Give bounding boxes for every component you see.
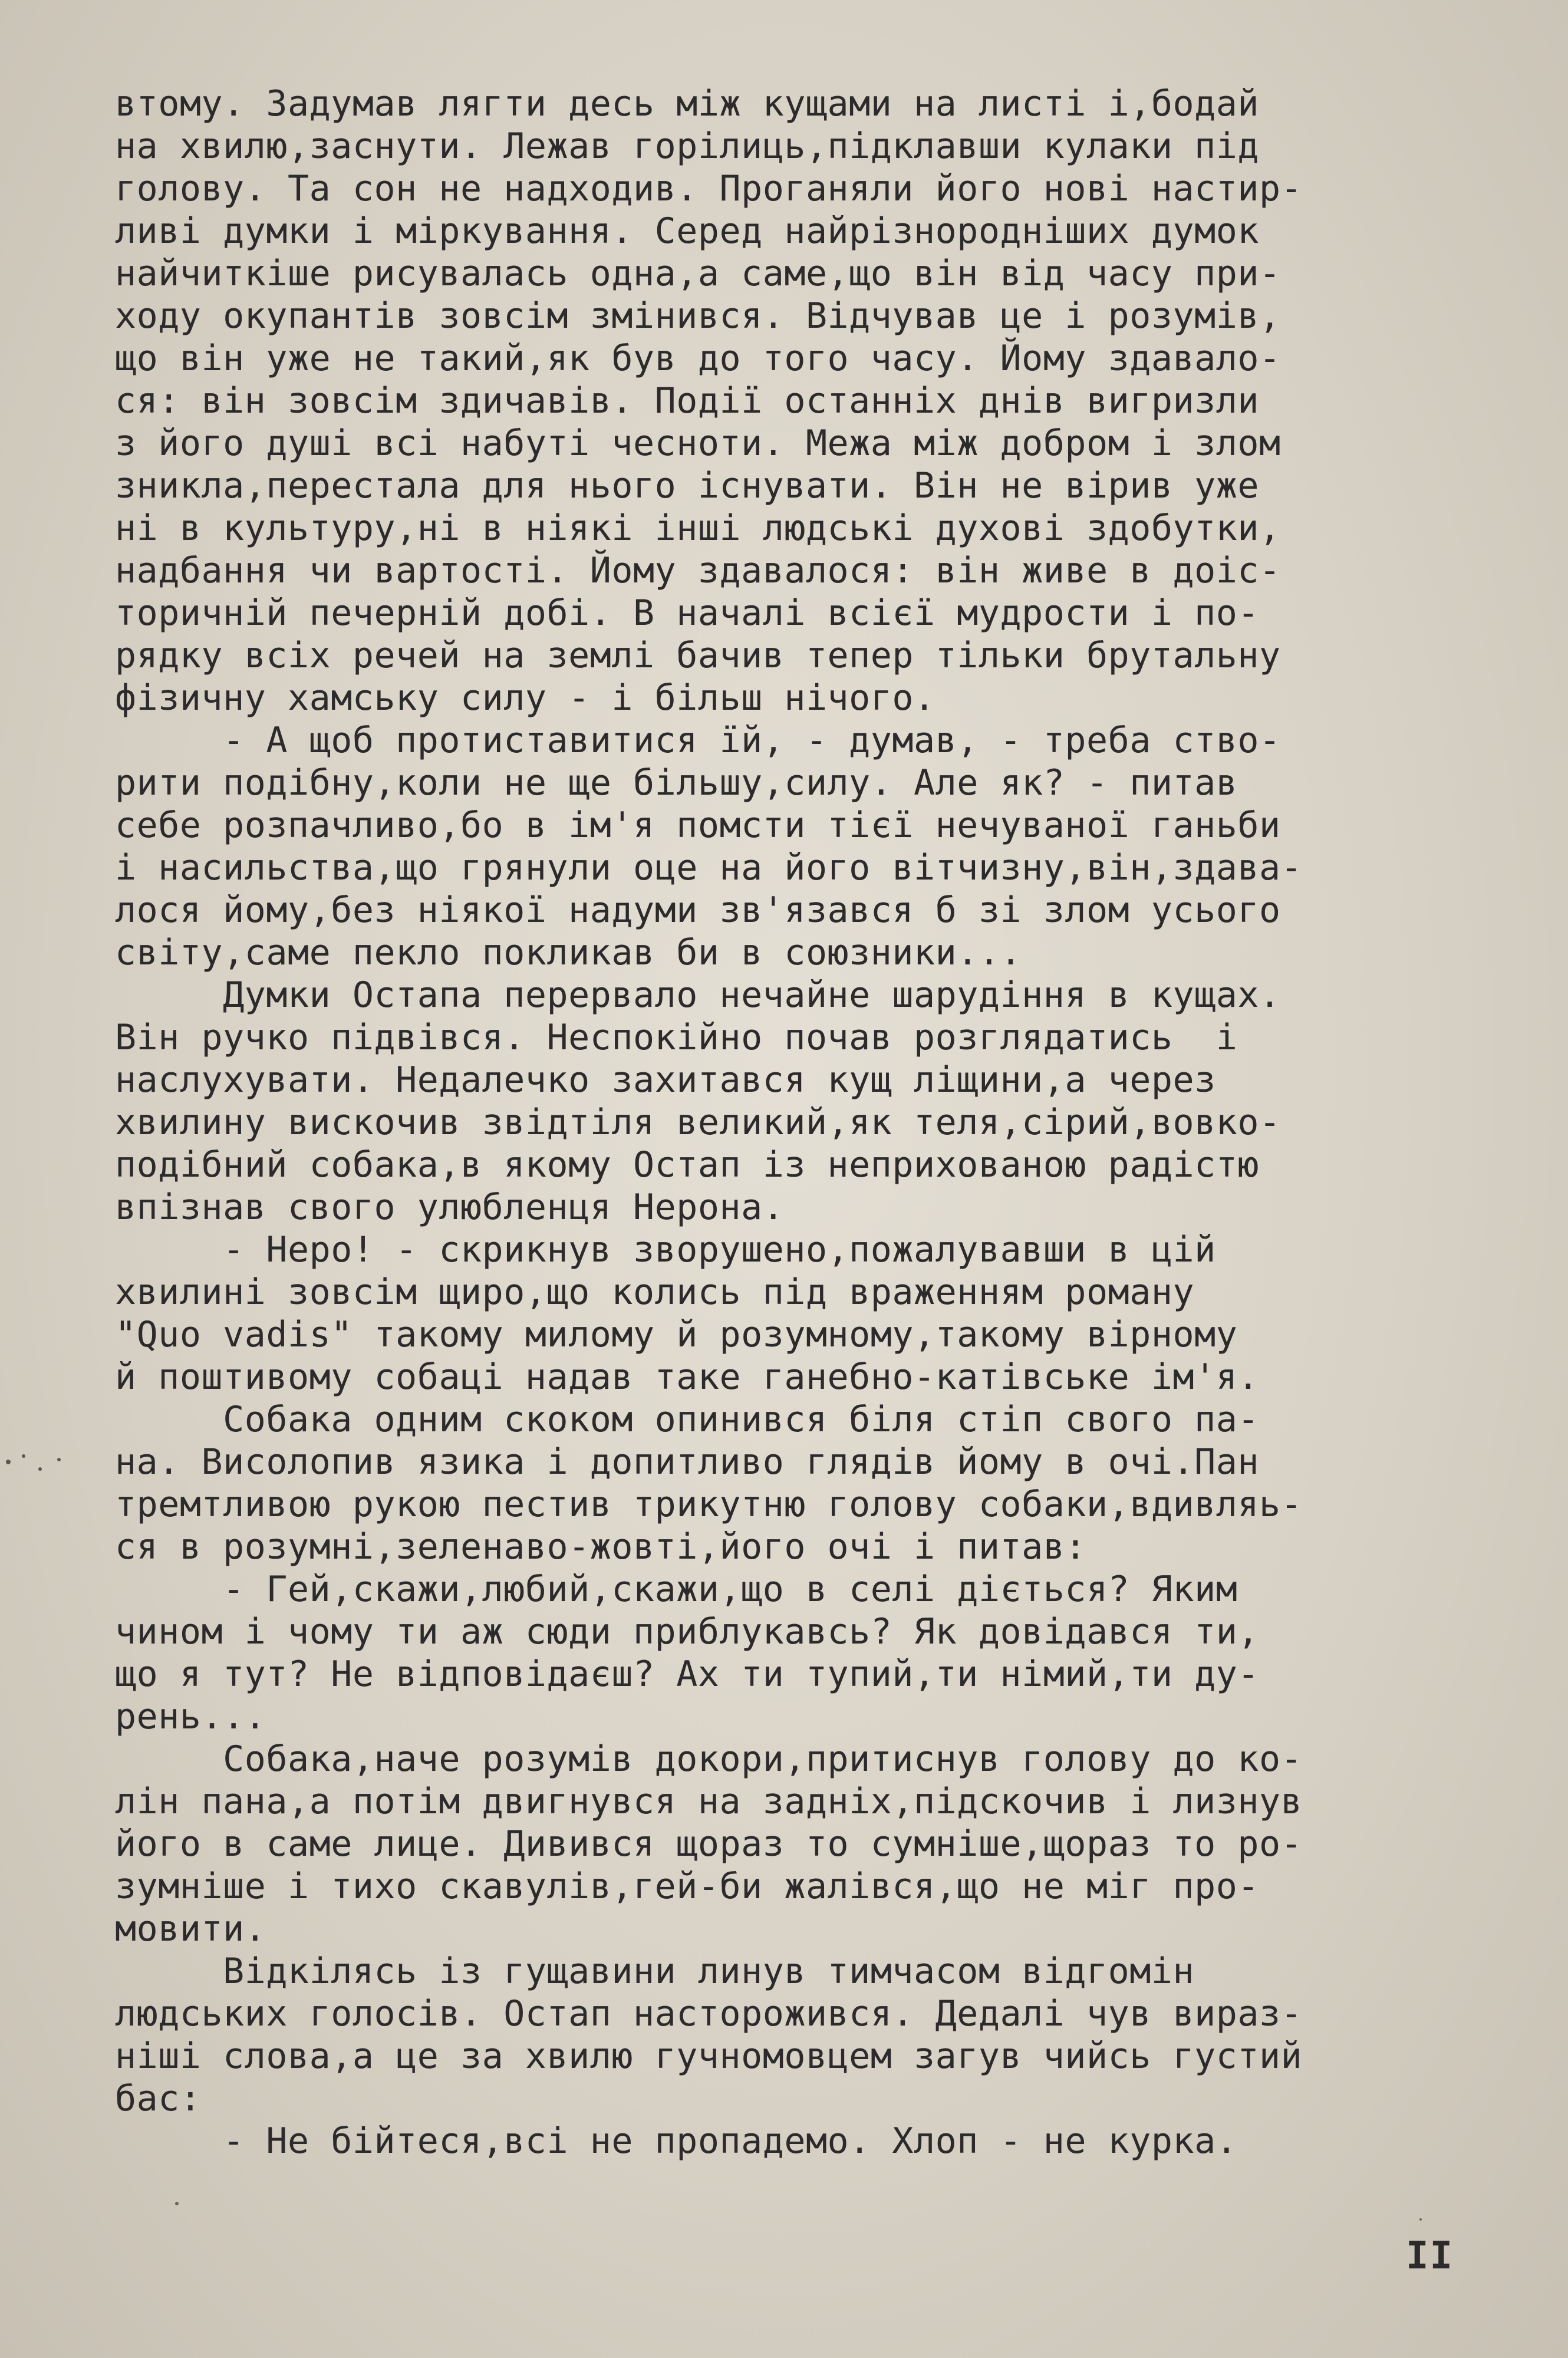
text-line: втому. Задумав лягти десь між кущами на листі і,бодай — [115, 83, 1260, 124]
text-line: голову. Та сон не надходив. Проганяли його нові настир- — [115, 168, 1303, 209]
text-line: на хвилю,заснути. Лежав горілиць,підклавши кулаки під — [115, 126, 1260, 167]
text-line: що я тут? Не відповідаєш? Ах ти тупий,ти німий,ти ду- — [115, 1654, 1260, 1695]
text-line: - А щоб протиставитися їй, - думав, - треба ство- — [115, 720, 1281, 761]
text-line: лін пана,а потім двигнувся на задніх,підскочив і лизнув — [115, 1781, 1303, 1822]
text-line: і насильства,що грянули оце на його вітчизну,він,здава- — [115, 847, 1303, 888]
text-line: Собака одним скоком опинився біля стіп свого па- — [115, 1399, 1260, 1440]
text-line: мовити. — [115, 1908, 266, 1949]
text-line: надбання чи вартості. Йому здавалося: він живе в доіс- — [115, 550, 1281, 591]
text-line: Собака,наче розумів докори,притиснув голову до ко- — [115, 1738, 1303, 1780]
text-line: зумніше і тихо скавулів,гей-би жалівся,що не міг про- — [115, 1866, 1260, 1907]
text-line: - Неро! - скрикнув зворушено,пожалувавши в цій — [115, 1229, 1216, 1270]
text-line: себе розпачливо,бо в ім'я помсти тієї нечуваної ганьби — [115, 805, 1281, 846]
text-line: - Гей,скажи,любий,скажи,що в селі діється? Яким — [115, 1569, 1238, 1610]
text-line: бас: — [115, 2078, 202, 2119]
paper-speck — [38, 1467, 42, 1471]
text-line: впізнав свого улюбленця Нерона. — [115, 1187, 785, 1228]
paper-speck — [22, 1454, 25, 1458]
text-line: Відкілясь із гущавини линув тимчасом відгомін — [115, 1951, 1195, 1992]
text-line: Думки Остапа перервало нечайне шарудіння в кущах. — [115, 974, 1281, 1016]
text-line: лося йому,без ніякої надуми зв'язався б зі злом усього — [115, 890, 1281, 931]
text-line: ні в культуру,ні в ніякі інші людські духові здобутки, — [115, 508, 1281, 549]
text-line: - Не бійтеся,всі не пропадемо. Хлоп - не курка. — [115, 2120, 1238, 2162]
text-line: Він ручко підвівся. Неспокійно почав розглядатись і — [115, 1017, 1238, 1058]
text-line: хвилині зовсім щиро,що колись під враженням роману — [115, 1272, 1195, 1313]
text-line: з його душі всі набуті чесноти. Межа між добром і злом — [115, 423, 1281, 464]
paper-speck — [175, 2202, 179, 2205]
typewritten-text — [115, 83, 1530, 2162]
text-line: рити подібну,коли не ще більшу,силу. Але як? - питав — [115, 762, 1238, 803]
text-line: наслухувати. Недалечко захитався кущ ліщини,а через — [115, 1059, 1216, 1101]
paper-speck — [6, 1460, 11, 1464]
paper-speck — [57, 1458, 61, 1461]
text-line: людських голосів. Остап насторожився. Дедалі чув вираз- — [115, 1993, 1303, 2034]
page-number: II — [1406, 2234, 1454, 2278]
text-line: що він уже не такий,як був до того часу. Йому здавало- — [115, 338, 1281, 379]
paper-speck — [1419, 2218, 1422, 2221]
text-line: рядку всіх речей на землі бачив тепер тільки брутальну — [115, 635, 1281, 676]
text-line: й поштивому собаці надав таке ганебно-катівське ім'я. — [115, 1356, 1260, 1398]
text-line: зникла,перестала для нього існувати. Він не вірив уже — [115, 465, 1260, 506]
text-line: подібний собака,в якому Остап із неприхованою радістю — [115, 1144, 1260, 1185]
text-line: ливі думки і міркування. Серед найрізнородніших думок — [115, 210, 1260, 252]
text-line: на. Висолопив язика і допитливо глядів йому в очі.Пан — [115, 1441, 1260, 1483]
text-line: найчиткіше рисувалась одна,а саме,що він від часу при- — [115, 253, 1281, 294]
text-line: хвилину вискочив звідтіля великий,як теля,сірий,вовко- — [115, 1102, 1281, 1143]
text-line: фізичну хамську силу - і більш нічого. — [115, 677, 935, 719]
text-line: чином і чому ти аж сюди приблукавсь? Як довідався ти, — [115, 1611, 1260, 1652]
text-line: світу,саме пекло покликав би в союзники... — [115, 932, 1022, 973]
text-line: ся в розумні,зеленаво-жовті,його очі і питав: — [115, 1526, 1087, 1567]
text-line: ніші слова,а це за хвилю гучномовцем загув чийсь густий — [115, 2036, 1303, 2077]
text-line: тремтливою рукою пестив трикутню голову собаки,вдивляь- — [115, 1484, 1303, 1525]
text-line: рень... — [115, 1696, 266, 1737]
text-line: ходу окупантів зовсім змінився. Відчував це і розумів, — [115, 295, 1281, 337]
text-line: ся: він зовсім здичавів. Події останніх днів вигризли — [115, 380, 1260, 421]
text-line: його в саме лице. Дивився щораз то сумніше,щораз то ро- — [115, 1823, 1303, 1865]
text-line: "Quo vadis" такому милому й розумному,такому вірному — [115, 1314, 1238, 1355]
text-line: торичній печерній добі. В началі всієї мудрости і по- — [115, 592, 1260, 634]
